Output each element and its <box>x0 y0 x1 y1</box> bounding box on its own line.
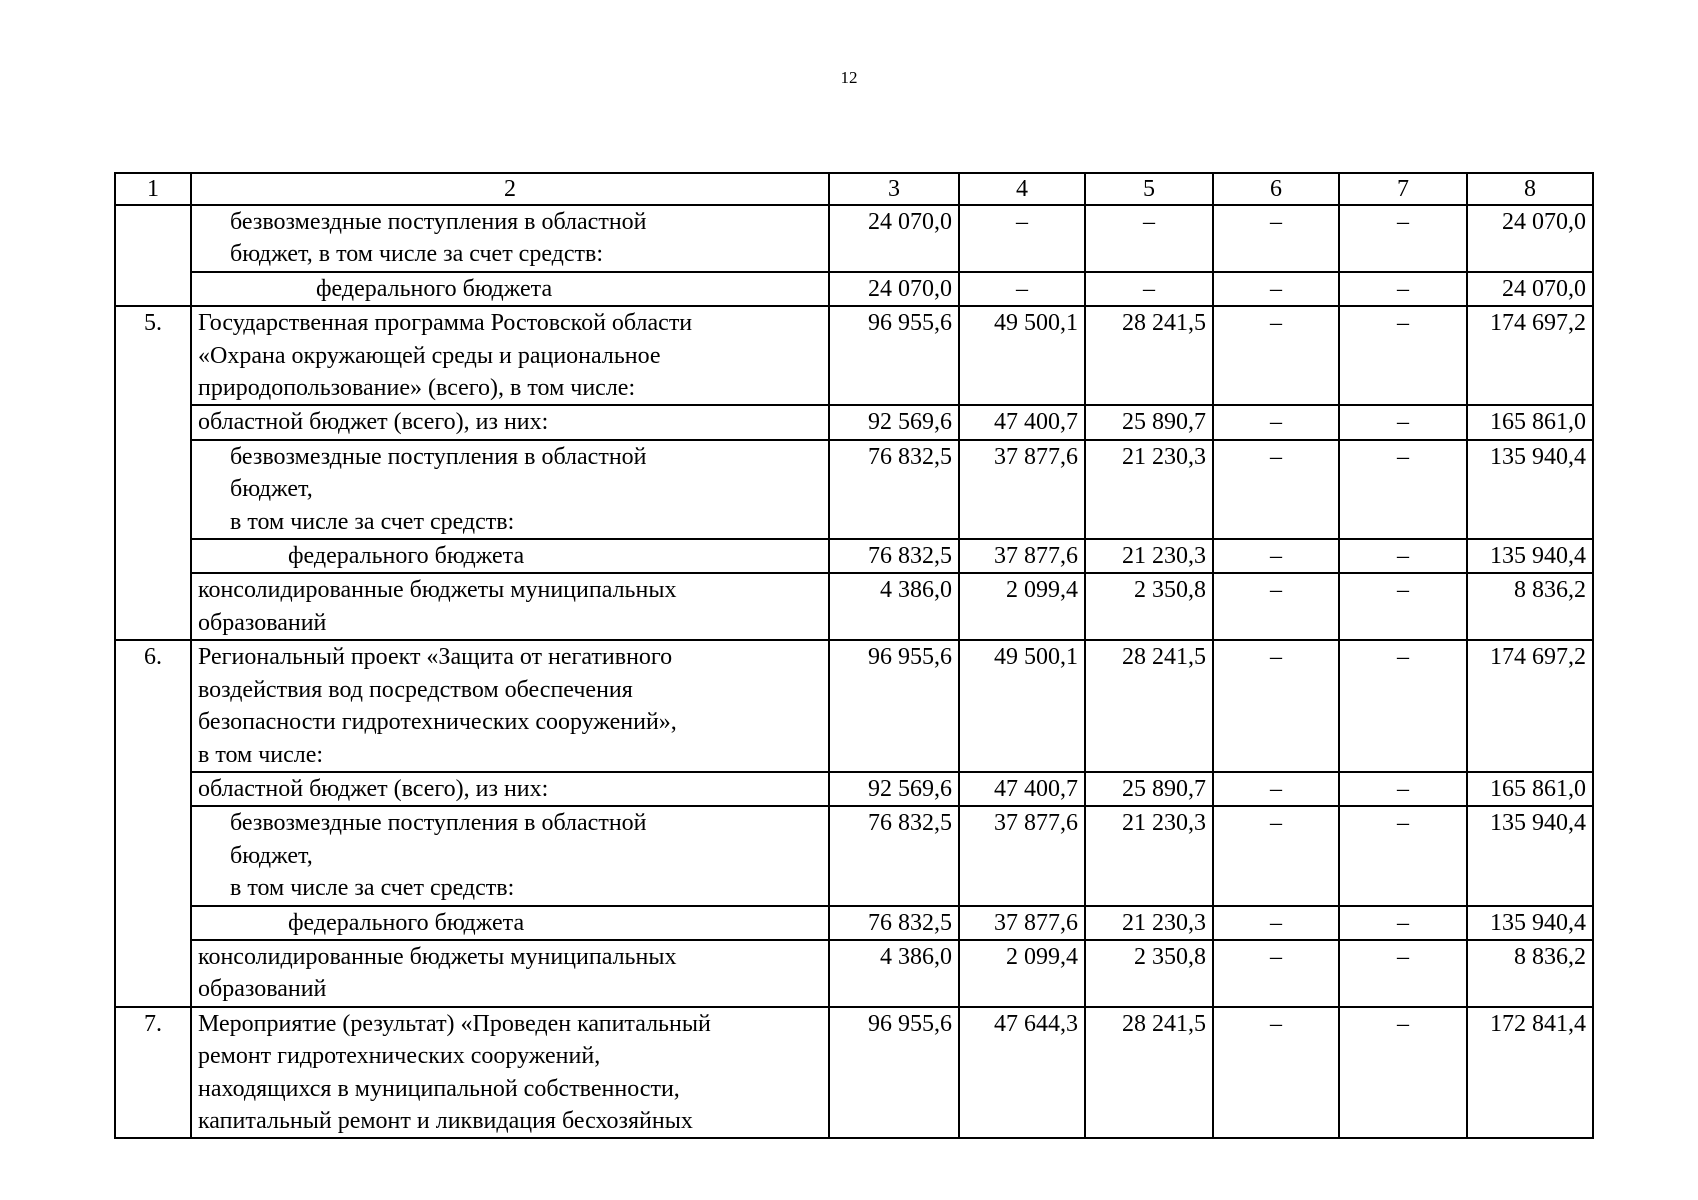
value-cell: – <box>1213 772 1339 806</box>
value-cell: 37 877,6 <box>959 906 1085 940</box>
description-line: бюджет, <box>230 476 313 503</box>
value-cell: – <box>1339 440 1467 539</box>
value-cell: 174 697,2 <box>1467 306 1593 405</box>
description-line: воздействия вод посредством обеспечения <box>198 676 633 703</box>
row-description <box>191 205 829 272</box>
value-cell: 76 832,5 <box>829 906 959 940</box>
page-number: 12 <box>840 68 858 87</box>
description-line: Государственная программа Ростовской области <box>198 310 693 337</box>
description-line: областной бюджет (всего), из них: <box>198 409 549 436</box>
table-row <box>115 1007 1593 1139</box>
column-header: 2 <box>191 173 829 205</box>
value-cell: 2 099,4 <box>959 940 1085 1007</box>
value-cell: 135 940,4 <box>1467 539 1593 573</box>
value-cell: 24 070,0 <box>1467 272 1593 306</box>
table-row <box>115 539 1593 573</box>
value-cell: – <box>1339 906 1467 940</box>
value-cell: 4 386,0 <box>829 573 959 640</box>
description-line: бюджет, в том числе за счет средств: <box>230 241 604 268</box>
value-cell: 21 230,3 <box>1085 539 1213 573</box>
column-header: 4 <box>959 173 1085 205</box>
value-cell: 96 955,6 <box>829 1007 959 1139</box>
description-line: безопасности гидротехнических сооружений», <box>198 709 677 736</box>
column-header: 7 <box>1339 173 1467 205</box>
value-cell: 49 500,1 <box>959 640 1085 772</box>
value-cell: 165 861,0 <box>1467 405 1593 439</box>
column-header: 8 <box>1467 173 1593 205</box>
value-cell: 21 230,3 <box>1085 806 1213 905</box>
value-cell: 2 099,4 <box>959 573 1085 640</box>
description-line: бюджет, <box>230 842 313 869</box>
value-cell: 49 500,1 <box>959 306 1085 405</box>
value-cell: 47 400,7 <box>959 772 1085 806</box>
description-line: капитальный ремонт и ликвидация бесхозяйных <box>198 1107 693 1134</box>
value-cell: 8 836,2 <box>1467 573 1593 640</box>
value-cell: – <box>959 272 1085 306</box>
row-description <box>191 906 829 940</box>
value-cell: 25 890,7 <box>1085 405 1213 439</box>
value-cell: 96 955,6 <box>829 306 959 405</box>
table-body <box>115 173 1593 1138</box>
value-cell: 76 832,5 <box>829 440 959 539</box>
value-cell: – <box>1339 306 1467 405</box>
description-line: образований <box>198 609 327 636</box>
description-line: безвозмездные поступления в областной <box>230 810 647 837</box>
table-row <box>115 772 1593 806</box>
value-cell: 21 230,3 <box>1085 906 1213 940</box>
row-number: 6. <box>115 640 191 1006</box>
description-line: областной бюджет (всего), из них: <box>198 775 549 802</box>
value-cell: 25 890,7 <box>1085 772 1213 806</box>
row-number: 5. <box>115 306 191 640</box>
value-cell: 135 940,4 <box>1467 806 1593 905</box>
value-cell: – <box>1339 772 1467 806</box>
description-line: консолидированные бюджеты муниципальных <box>198 577 677 604</box>
value-cell: 21 230,3 <box>1085 440 1213 539</box>
value-cell: – <box>1339 1007 1467 1139</box>
value-cell: 135 940,4 <box>1467 906 1593 940</box>
value-cell: 37 877,6 <box>959 440 1085 539</box>
value-cell: – <box>1213 205 1339 272</box>
value-cell: – <box>1339 806 1467 905</box>
value-cell: 28 241,5 <box>1085 640 1213 772</box>
value-cell: 8 836,2 <box>1467 940 1593 1007</box>
value-cell: – <box>959 205 1085 272</box>
value-cell: 92 569,6 <box>829 405 959 439</box>
value-cell: 24 070,0 <box>829 205 959 272</box>
table-row <box>115 640 1593 772</box>
table-row <box>115 573 1593 640</box>
row-description <box>191 440 829 539</box>
description-line: ремонт гидротехнических сооружений, <box>198 1043 601 1070</box>
value-cell: – <box>1213 573 1339 640</box>
row-description <box>191 306 829 405</box>
description-line: природопользование» (всего), в том числе: <box>198 375 636 402</box>
value-cell: – <box>1213 640 1339 772</box>
row-number <box>115 205 191 306</box>
row-description <box>191 272 829 306</box>
value-cell: 174 697,2 <box>1467 640 1593 772</box>
value-cell: – <box>1339 405 1467 439</box>
value-cell: – <box>1339 205 1467 272</box>
value-cell: 4 386,0 <box>829 940 959 1007</box>
value-cell: – <box>1339 539 1467 573</box>
value-cell: – <box>1213 806 1339 905</box>
description-line: федерального бюджета <box>288 909 525 936</box>
table-row <box>115 306 1593 405</box>
value-cell: 28 241,5 <box>1085 306 1213 405</box>
value-cell: 47 400,7 <box>959 405 1085 439</box>
value-cell: – <box>1339 940 1467 1007</box>
row-description <box>191 640 829 772</box>
column-number-row <box>115 173 1593 205</box>
row-description <box>191 940 829 1007</box>
value-cell: – <box>1339 573 1467 640</box>
description-line: безвозмездные поступления в областной <box>230 209 647 235</box>
value-cell: 92 569,6 <box>829 772 959 806</box>
value-cell: – <box>1339 272 1467 306</box>
value-cell: – <box>1213 1007 1339 1139</box>
value-cell: – <box>1213 539 1339 573</box>
value-cell: 28 241,5 <box>1085 1007 1213 1139</box>
row-number: 7. <box>115 1007 191 1139</box>
value-cell: 47 644,3 <box>959 1007 1085 1139</box>
value-cell: 24 070,0 <box>1467 205 1593 272</box>
column-header: 6 <box>1213 173 1339 205</box>
budget-table <box>114 172 1594 1139</box>
value-cell: – <box>1085 205 1213 272</box>
description-line: в том числе: <box>198 741 324 768</box>
description-line: в том числе за счет средств: <box>230 508 515 535</box>
table-row <box>115 272 1593 306</box>
row-description <box>191 1007 829 1139</box>
table-row <box>115 205 1593 272</box>
description-line: Мероприятие (результат) «Проведен капитальный <box>198 1010 711 1037</box>
row-description <box>191 405 829 439</box>
description-line: «Охрана окружающей среды и рациональное <box>198 342 661 369</box>
description-line: федерального бюджета <box>316 275 553 302</box>
column-header: 1 <box>115 173 191 205</box>
value-cell: 135 940,4 <box>1467 440 1593 539</box>
value-cell: 76 832,5 <box>829 539 959 573</box>
column-header: 3 <box>829 173 959 205</box>
description-line: образований <box>198 976 327 1003</box>
value-cell: – <box>1339 640 1467 772</box>
value-cell: – <box>1213 306 1339 405</box>
table-row <box>115 940 1593 1007</box>
value-cell: 37 877,6 <box>959 806 1085 905</box>
value-cell: 96 955,6 <box>829 640 959 772</box>
description-line: безвозмездные поступления в областной <box>230 443 647 470</box>
description-line: Региональный проект «Защита от негативного <box>198 644 673 671</box>
value-cell: 24 070,0 <box>829 272 959 306</box>
value-cell: – <box>1085 272 1213 306</box>
row-description <box>191 573 829 640</box>
table-row <box>115 440 1593 539</box>
value-cell: – <box>1213 405 1339 439</box>
value-cell: – <box>1213 940 1339 1007</box>
value-cell: – <box>1213 440 1339 539</box>
description-line: консолидированные бюджеты муниципальных <box>198 943 677 970</box>
row-description <box>191 806 829 905</box>
description-line: федерального бюджета <box>288 543 525 570</box>
value-cell: 37 877,6 <box>959 539 1085 573</box>
table-row <box>115 405 1593 439</box>
value-cell: – <box>1213 272 1339 306</box>
description-line: в том числе за счет средств: <box>230 875 515 902</box>
value-cell: 76 832,5 <box>829 806 959 905</box>
column-header: 5 <box>1085 173 1213 205</box>
value-cell: 165 861,0 <box>1467 772 1593 806</box>
value-cell: – <box>1213 906 1339 940</box>
row-description <box>191 772 829 806</box>
table-row <box>115 806 1593 905</box>
description-line: находящихся в муниципальной собственности, <box>198 1075 680 1102</box>
table-row <box>115 906 1593 940</box>
value-cell: 2 350,8 <box>1085 573 1213 640</box>
value-cell: 172 841,4 <box>1467 1007 1593 1139</box>
value-cell: 2 350,8 <box>1085 940 1213 1007</box>
row-description <box>191 539 829 573</box>
